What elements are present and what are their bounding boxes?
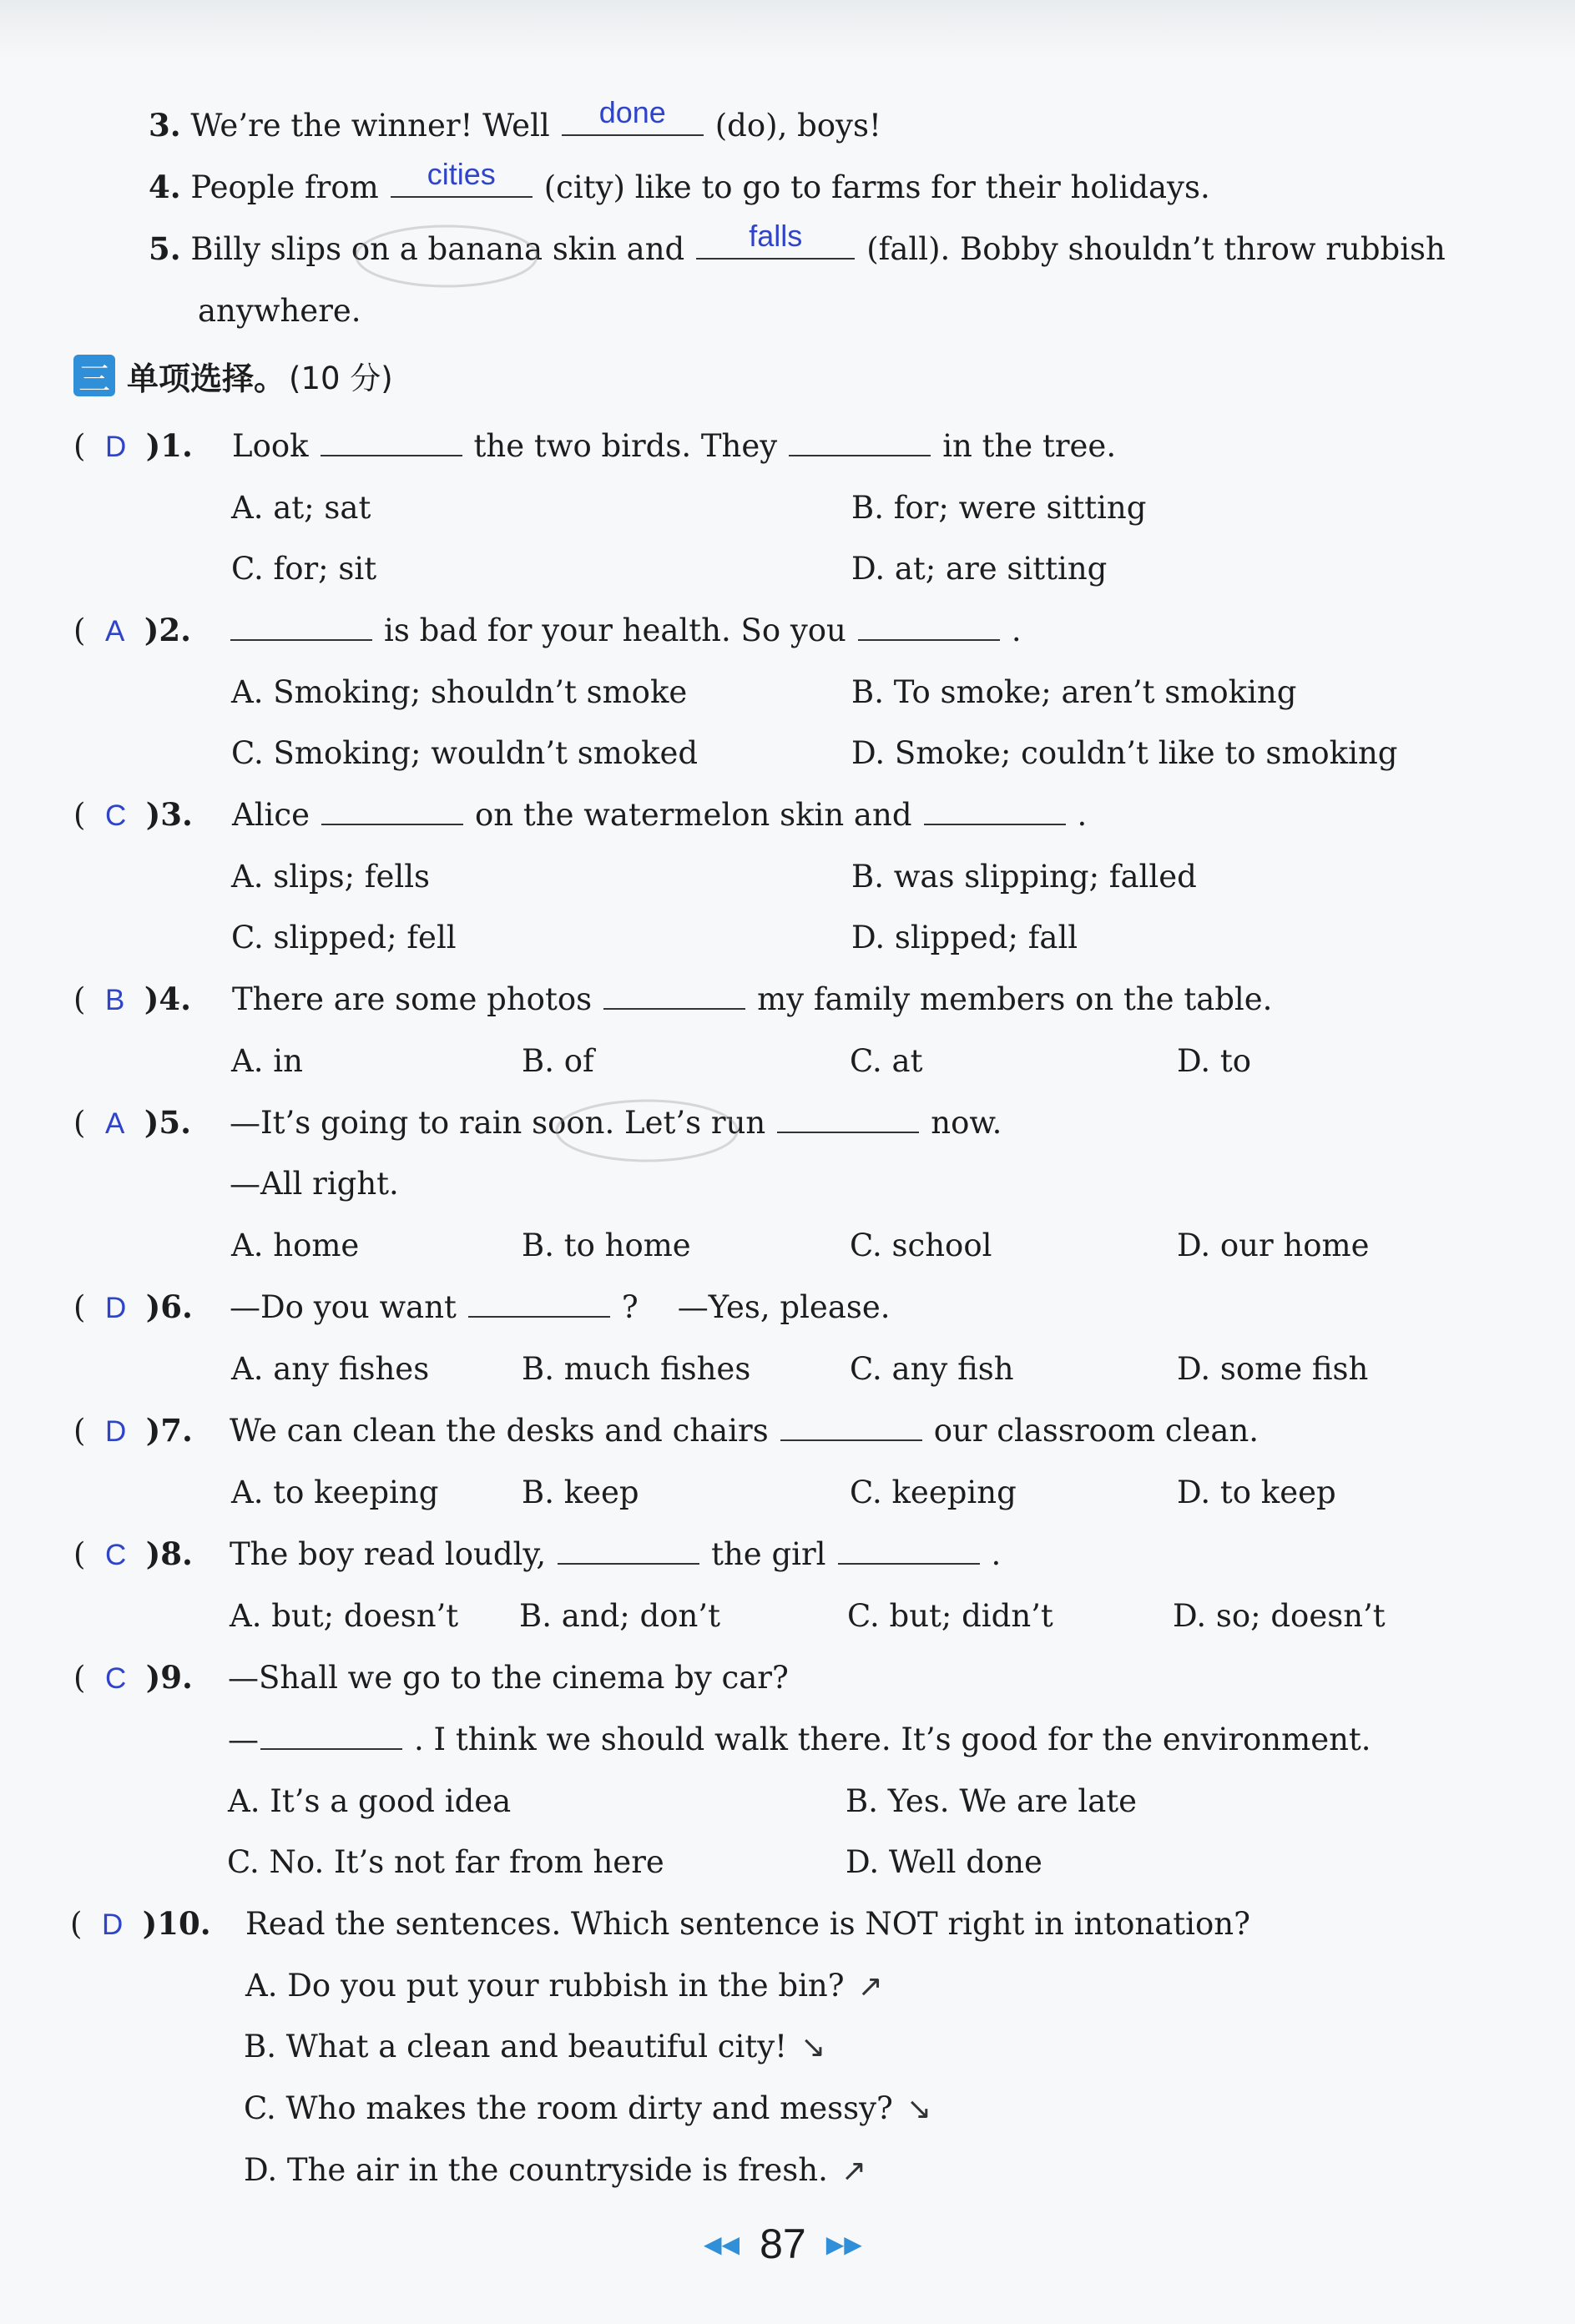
answer-blank: [562, 95, 704, 136]
option: A. to keeping: [231, 1475, 439, 1510]
question-5-stem: —It’s going to rain soon. Let’s run now.: [230, 1105, 1002, 1141]
rising-intonation-icon: ↗: [841, 2154, 867, 2188]
answer-letter: D: [104, 431, 127, 463]
option: D. to: [1177, 1043, 1252, 1079]
question-3-answer-bracket: ( C )3.: [73, 796, 193, 833]
answer-letter: A: [104, 615, 125, 648]
option: B. What a clean and beautiful city! ↘: [244, 2029, 826, 2064]
option: A. home: [231, 1228, 360, 1263]
blank: [321, 823, 463, 825]
question-6-stem: —Do you want ? —Yes, please.: [230, 1289, 891, 1325]
option: C. any fish: [850, 1351, 1014, 1387]
question-7-stem: We can clean the desks and chairs our classroom clean.: [230, 1413, 1259, 1449]
question-1-stem: Look the two birds. They in the tree.: [232, 428, 1117, 464]
section-title: 单项选择。: [127, 360, 286, 397]
falling-intonation-icon: ↘: [906, 2092, 932, 2126]
option: D. at; are sitting: [851, 551, 1108, 587]
option: B. and; don’t: [519, 1598, 720, 1634]
double-left-triangle-icon: ◀◀: [704, 2230, 740, 2258]
answer-blank: [391, 157, 533, 198]
option: A. any fishes: [231, 1351, 430, 1387]
option: A. Do you put your rubbish in the bin? ↗: [245, 1968, 883, 2004]
answer-letter: B: [104, 984, 125, 1016]
page-number: 87: [760, 2221, 806, 2267]
double-right-triangle-icon: ▶▶: [825, 2230, 862, 2258]
question-8-stem: The boy read loudly, the girl .: [230, 1536, 1002, 1572]
blank: [468, 1315, 610, 1318]
option: C. keeping: [850, 1475, 1017, 1510]
question-9-stem: —Shall we go to the cinema by car?: [228, 1660, 789, 1696]
blank: [858, 638, 1000, 641]
option: A. but; doesn’t: [230, 1598, 459, 1634]
blank: [230, 638, 372, 641]
question-5-reply: —All right.: [230, 1166, 399, 1202]
answer-letter: C: [104, 1662, 127, 1695]
blank: [777, 1131, 919, 1133]
option: C. for; sit: [231, 551, 377, 587]
fill-item-5-continuation: anywhere.: [198, 293, 361, 329]
watermark-logo: [351, 219, 543, 294]
blank: [603, 1007, 745, 1010]
blank: [321, 454, 462, 456]
handwritten-answer: falls: [749, 219, 803, 253]
option: B. Yes. We are late: [846, 1783, 1138, 1819]
fill-item-4: 4. People from cities (city) like to go to farms for their holidays.: [149, 157, 1210, 205]
answer-letter: A: [104, 1107, 125, 1140]
option: A. at; sat: [231, 490, 371, 526]
option: C. No. It’s not far from here: [227, 1844, 664, 1880]
option: B. to home: [522, 1228, 691, 1263]
option: B. for; were sitting: [851, 490, 1147, 526]
blank: [260, 1747, 402, 1750]
answer-letter: C: [104, 799, 127, 832]
blank: [924, 823, 1066, 825]
falling-intonation-icon: ↘: [800, 2030, 826, 2064]
handwritten-answer: cities: [427, 157, 496, 191]
option: C. slipped; fell: [231, 920, 457, 955]
option: D. slipped; fall: [851, 920, 1078, 955]
answer-letter: D: [101, 1908, 124, 1941]
option: D. so; doesn’t: [1173, 1598, 1386, 1634]
option: D. our home: [1177, 1228, 1370, 1263]
answer-letter: D: [104, 1292, 127, 1324]
section-score: (10 分): [289, 360, 393, 396]
top-edge-shade: [0, 0, 1575, 58]
option: B. To smoke; aren’t smoking: [851, 674, 1297, 710]
option: B. keep: [522, 1475, 639, 1510]
option: A. in: [231, 1043, 303, 1079]
question-5-answer-bracket: ( A )5.: [73, 1104, 191, 1141]
question-2-answer-bracket: ( A )2.: [73, 612, 191, 648]
answer-letter: D: [104, 1415, 127, 1448]
option: B. was slipping; falled: [851, 859, 1197, 895]
blank: [838, 1562, 980, 1565]
option: B. of: [522, 1043, 594, 1079]
option: A. slips; fells: [231, 859, 431, 895]
blank: [558, 1562, 699, 1565]
section-number-badge: 三: [73, 355, 115, 396]
fill-item-5: 5. Billy slips on a banana skin and falls (fall). Bobby shouldn’t throw rubbish: [149, 219, 1446, 267]
option: D. The air in the countryside is fresh. ↗: [244, 2152, 867, 2188]
answer-blank: [696, 219, 855, 260]
question-7-answer-bracket: ( D )7.: [73, 1412, 193, 1449]
handwritten-answer: done: [598, 95, 666, 129]
option: C. but; didn’t: [847, 1598, 1053, 1634]
blank: [780, 1439, 922, 1441]
option: C. school: [850, 1228, 992, 1263]
question-2-stem: is bad for your health. So you .: [219, 615, 1022, 646]
option: C. Smoking; wouldn’t smoked: [231, 735, 699, 771]
question-10-stem: Read the sentences. Which sentence is NOT right in intonation?: [245, 1906, 1250, 1942]
option: B. much fishes: [522, 1351, 751, 1387]
option: D. some fish: [1177, 1351, 1369, 1387]
question-4-stem: There are some photos my family members on the table.: [232, 981, 1273, 1017]
question-4-answer-bracket: ( B )4.: [73, 981, 191, 1017]
question-10-answer-bracket: ( D )10.: [70, 1905, 211, 1942]
rising-intonation-icon: ↗: [857, 1969, 883, 2004]
option: A. Smoking; shouldn’t smoke: [231, 674, 688, 710]
question-6-answer-bracket: ( D )6.: [73, 1288, 193, 1325]
blank: [789, 454, 931, 456]
option: C. Who makes the room dirty and messy? ↘: [244, 2090, 932, 2126]
option: D. Well done: [846, 1844, 1042, 1880]
question-1-answer-bracket: ( D )1.: [73, 427, 193, 464]
question-9-reply: — . I think we should walk there. It’s good for the environment.: [228, 1722, 1371, 1757]
option: A. It’s a good idea: [228, 1783, 512, 1819]
section-header: [73, 352, 393, 399]
question-3-stem: Alice on the watermelon skin and .: [232, 797, 1088, 833]
option: D. Smoke; couldn’t like to smoking: [851, 735, 1398, 771]
fill-item-3: 3. We’re the winner! Well done (do), boys!: [149, 95, 881, 144]
watermark-logo: [551, 1093, 743, 1168]
page-footer: [704, 2220, 862, 2268]
question-9-answer-bracket: ( C )9.: [73, 1659, 193, 1696]
question-8-answer-bracket: ( C )8.: [73, 1535, 193, 1572]
option: C. at: [850, 1043, 923, 1079]
answer-letter: C: [104, 1539, 127, 1571]
option: D. to keep: [1177, 1475, 1336, 1510]
